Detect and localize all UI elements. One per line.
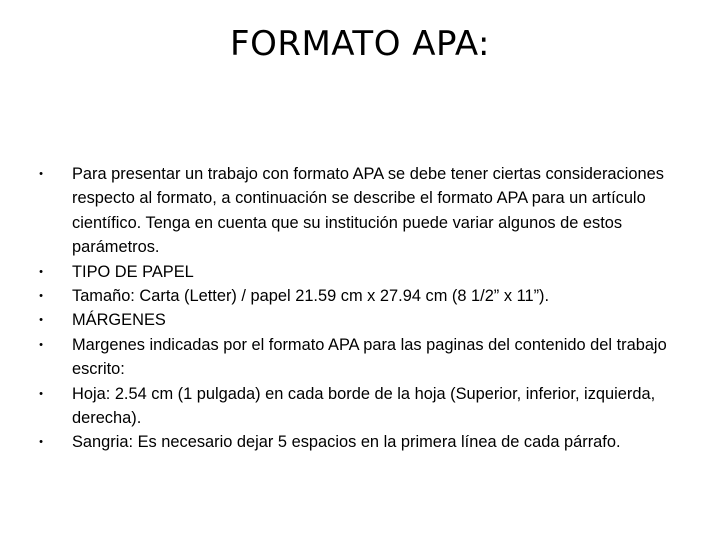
bullet-item-intro (38, 162, 698, 260)
bullet-dot-icon: • (39, 290, 43, 303)
bullet-text: MÁRGENES (72, 311, 166, 330)
bullet-item-paper-size (38, 284, 698, 308)
bullet-text: Tamaño: Carta (Letter) / papel 21.59 cm x 27.94 cm (8 1/2” x 11”). (72, 287, 550, 306)
bullet-dot-icon: • (39, 387, 43, 400)
bullet-dot-icon: • (39, 265, 43, 278)
bullet-text: Margenes indicadas por el formato APA para las paginas del contenido del trabajo escrito: (72, 335, 667, 379)
bullet-dot-icon: • (39, 314, 43, 327)
bullet-dot-icon: • (39, 168, 43, 180)
bullet-list (38, 162, 698, 455)
bullet-dot-icon: • (39, 338, 43, 351)
bullet-text: TIPO DE PAPEL (72, 262, 194, 281)
bullet-item-indent (38, 430, 698, 454)
bullet-text: Sangria: Es necesario dejar 5 espacios en la primera línea de cada párrafo. (72, 433, 621, 452)
bullet-item-margins-note (38, 333, 698, 382)
bullet-item-margins (38, 308, 698, 332)
bullet-dot-icon: • (39, 436, 43, 449)
bullet-text: Hoja: 2.54 cm (1 pulgada) en cada borde de la hoja (Superior, inferior, izquierda, derecha). (72, 384, 656, 428)
slide-title: FORMATO APA: (230, 24, 490, 64)
bullet-text: Para presentar un trabajo con formato APA se debe tener ciertas consideraciones respecto al formato, a continuación se describe el formato APA para un artículo científico. Tenga en cuenta que su institución puede variar algunos de estos parámetros. (72, 165, 664, 257)
bullet-item-paper-type (38, 260, 698, 284)
bullet-item-page-margins (38, 382, 698, 431)
